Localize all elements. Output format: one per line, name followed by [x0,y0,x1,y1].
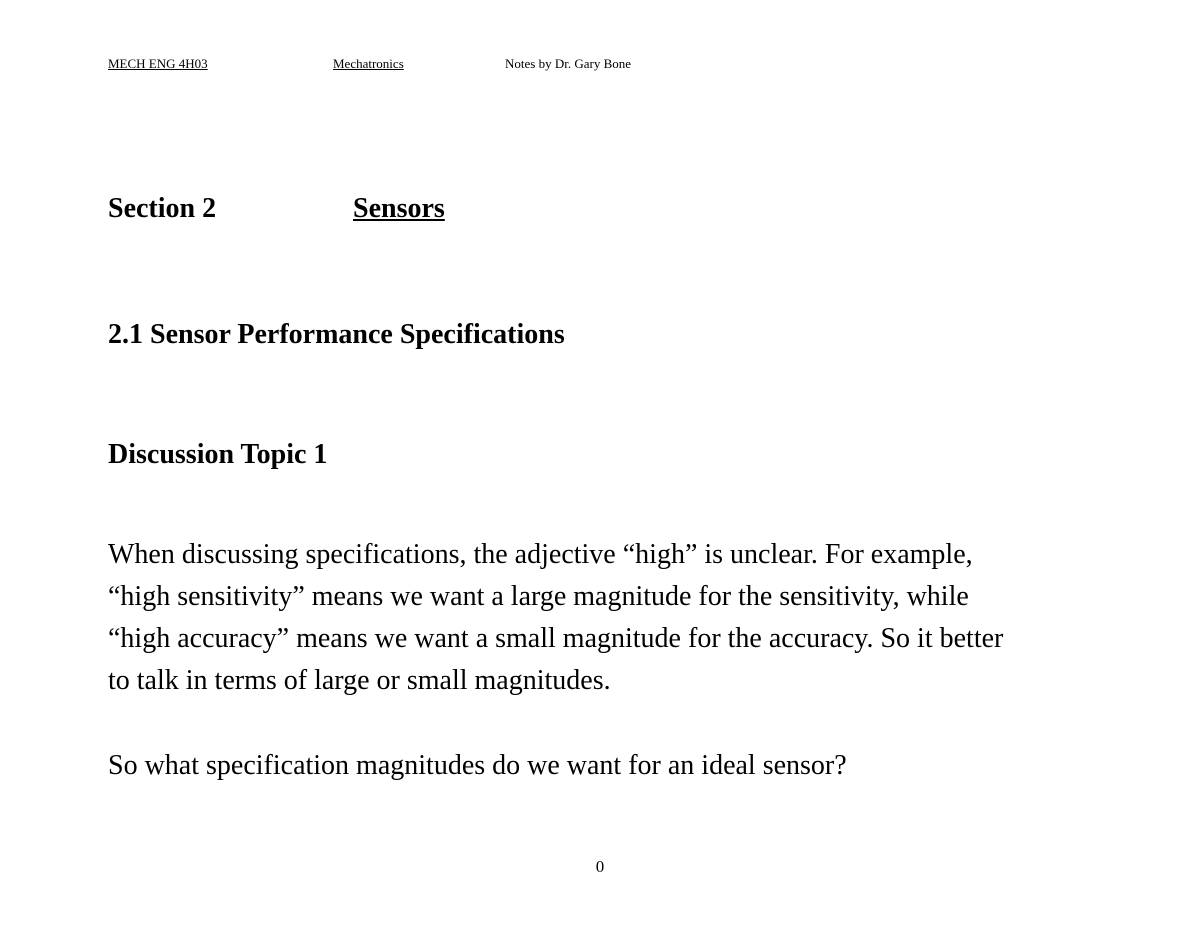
paragraph-line: So what specification magnitudes do we want for an ideal sensor? [108,750,847,781]
section-number: Section 2 [108,193,217,224]
section-title: Sensors [353,193,445,224]
paragraph-line: to talk in terms of large or small magnitudes. [108,665,611,696]
header-course-code: MECH ENG 4H03 [108,56,208,71]
question-paragraph [108,745,1108,787]
discussion-topic-title: Discussion Topic 1 [108,439,328,470]
header-author: Notes by Dr. Gary Bone [505,56,632,71]
body-paragraph [108,534,1108,702]
paragraph-line: “high accuracy” means we want a small magnitude for the accuracy. So it better [108,623,1004,654]
page-number: 0 [595,857,605,876]
paragraph-line: When discussing specifications, the adjective “high” is unclear. For example, [108,539,973,570]
subsection-title: 2.1 Sensor Performance Specifications [108,319,565,350]
header-subject: Mechatronics [333,56,404,71]
paragraph-line: “high sensitivity” means we want a large magnitude for the sensitivity, while [108,581,969,612]
